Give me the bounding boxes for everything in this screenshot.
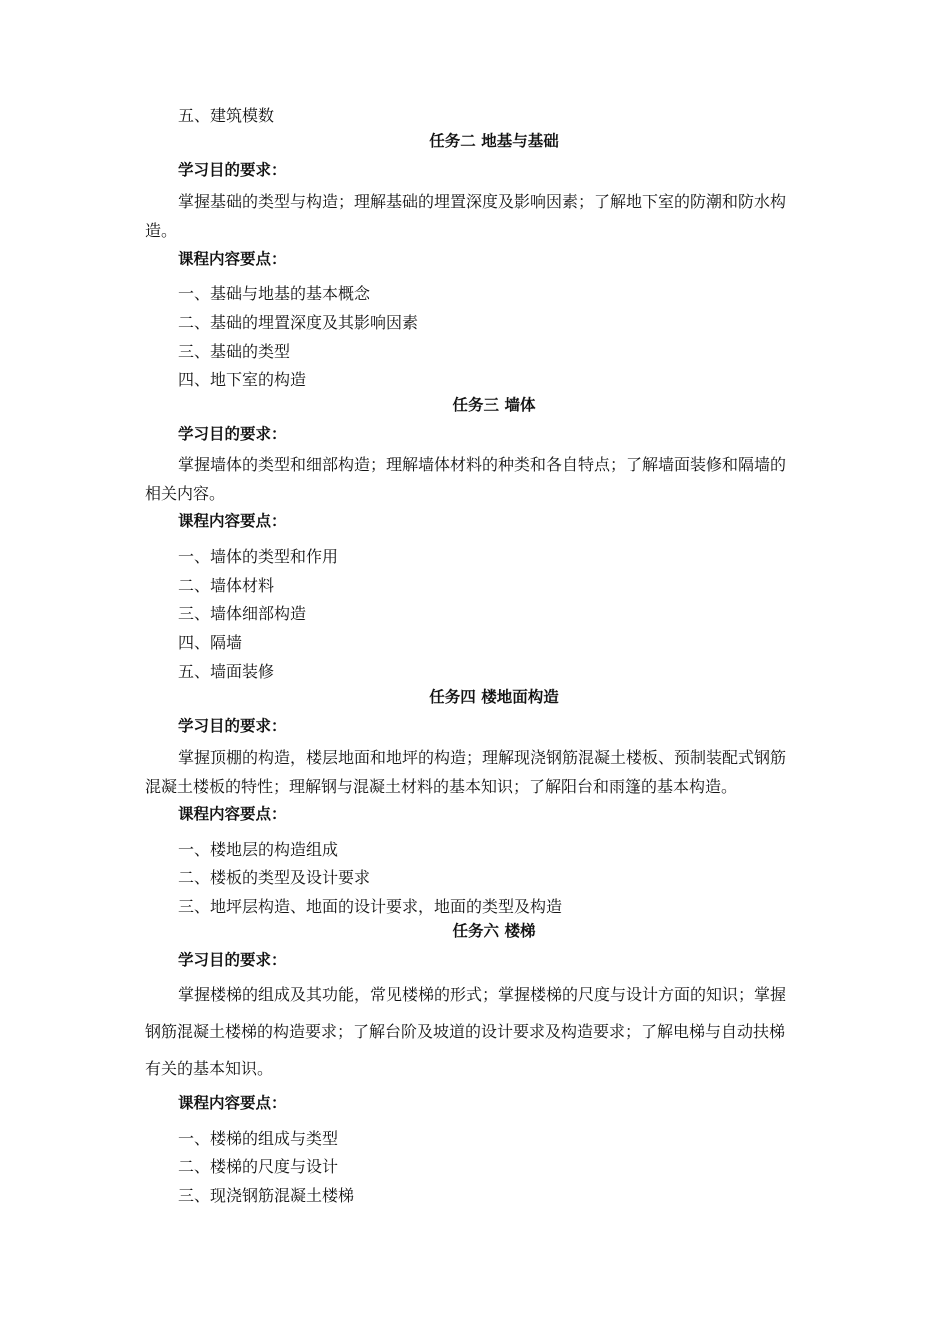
paragraph-line: 有关的基本知识。 — [145, 1059, 274, 1078]
list-item: 四、地下室的构造 — [178, 370, 307, 389]
paragraph-line: 掌握楼梯的组成及其功能，常见楼梯的形式；掌握楼梯的尺度与设计方面的知识；掌握 — [178, 985, 787, 1004]
content-heading: 课程内容要点： — [178, 250, 287, 268]
section-title-task2: 任务二 地基与基础 — [429, 132, 559, 150]
content-heading: 课程内容要点： — [178, 1094, 287, 1112]
goal-heading: 学习目的要求： — [178, 425, 287, 443]
goal-paragraph — [145, 450, 807, 508]
list-item: 一、楼地层的构造组成 — [178, 840, 339, 859]
goal-heading: 学习目的要求： — [178, 717, 287, 735]
paragraph-line: 相关内容。 — [145, 484, 226, 503]
list-item: 二、楼梯的尺度与设计 — [178, 1157, 339, 1176]
list-item: 二、基础的埋置深度及其影响因素 — [178, 313, 419, 332]
list-item: 三、基础的类型 — [178, 342, 291, 361]
paragraph-line: 掌握墙体的类型和细部构造；理解墙体材料的种类和各自特点；了解墙面装修和隔墙的 — [178, 455, 787, 474]
goal-paragraph — [145, 976, 807, 1087]
paragraph-line: 造。 — [145, 221, 178, 240]
list-item: 五、建筑模数 — [178, 106, 275, 125]
paragraph-line: 钢筋混凝土楼梯的构造要求；了解台阶及坡道的设计要求及构造要求；了解电梯与自动扶梯 — [145, 1022, 786, 1041]
paragraph-line: 掌握基础的类型与构造；理解基础的埋置深度及影响因素；了解地下室的防潮和防水构 — [178, 192, 787, 211]
section-title-task4: 任务四 楼地面构造 — [429, 688, 559, 706]
section-title-task6: 任务六 楼梯 — [452, 922, 536, 940]
list-item: 三、现浇钢筋混凝土楼梯 — [178, 1186, 355, 1205]
goal-paragraph — [145, 743, 807, 801]
paragraph-line: 掌握顶棚的构造，楼层地面和地坪的构造；理解现浇钢筋混凝土楼板、预制装配式钢筋 — [178, 748, 787, 767]
goal-heading: 学习目的要求： — [178, 161, 287, 179]
content-heading: 课程内容要点： — [178, 512, 287, 530]
list-item: 五、墙面装修 — [178, 662, 275, 681]
goal-heading: 学习目的要求： — [178, 951, 287, 969]
list-item: 一、楼梯的组成与类型 — [178, 1129, 339, 1148]
goal-paragraph — [145, 187, 807, 245]
list-item: 三、墙体细部构造 — [178, 604, 307, 623]
list-item: 二、墙体材料 — [178, 576, 275, 595]
list-item: 一、基础与地基的基本概念 — [178, 284, 371, 303]
list-item: 二、楼板的类型及设计要求 — [178, 868, 371, 887]
paragraph-line: 混凝土楼板的特性；理解钢与混凝土材料的基本知识；了解阳台和雨篷的基本构造。 — [145, 777, 738, 796]
content-heading: 课程内容要点： — [178, 805, 287, 823]
section-title-task3: 任务三 墙体 — [452, 396, 536, 414]
list-item: 一、墙体的类型和作用 — [178, 547, 339, 566]
list-item: 四、隔墙 — [178, 633, 243, 652]
list-item: 三、地坪层构造、地面的设计要求，地面的类型及构造 — [178, 897, 563, 916]
